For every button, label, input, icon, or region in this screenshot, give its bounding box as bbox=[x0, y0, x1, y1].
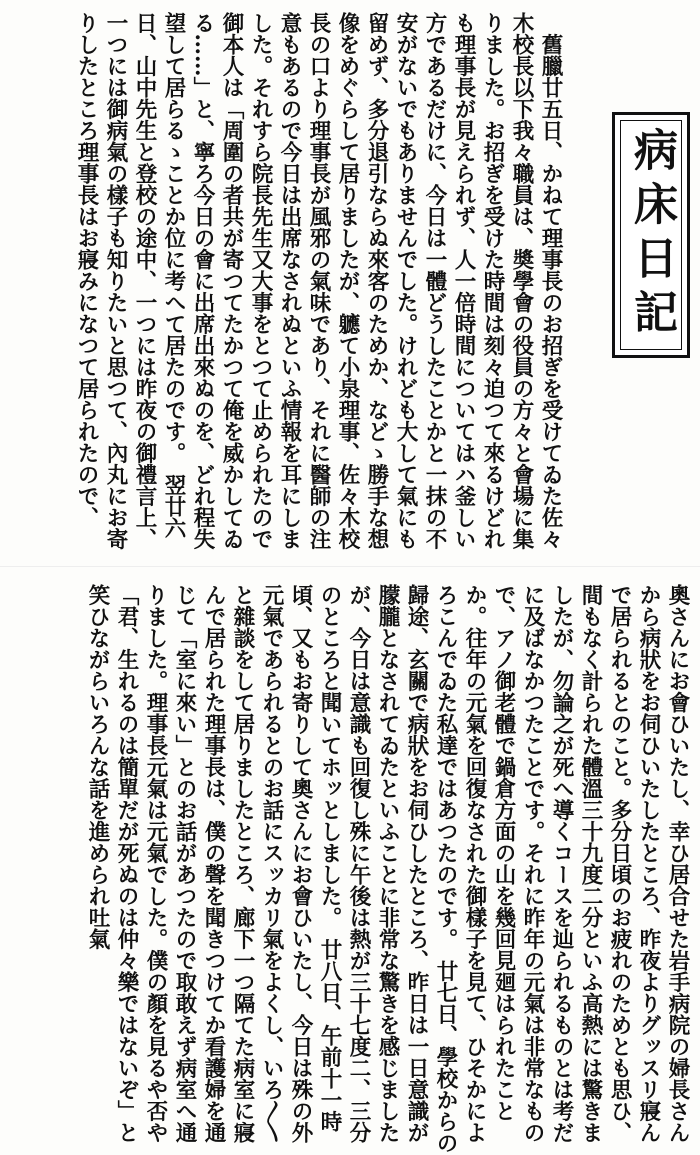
bottom-text-block: 奧さんにお會ひいたし、幸ひ居合せた岩手病院の婦長さんから病狀をお伺ひいたしたところ、昨夜よりグッスリ寢んで居られるとのこと。多分日頃のお疲れのためとも思ひ、間もなく計られた體溫三十九度二分といふ高熱には驚きましたが、勿論之が死へ導くコースを辿られるものとは考だに及ばなかつたことです。それに昨年の元氣は非常なもので、アノ御老體で鍋倉方面の山を幾回見廻はられたことか。往年の元氣を回復なされた御樣子を見て、ひそかによろこんでゐた私達ではあつたのです。 廿七日、學校からの歸途、玄關で病狀をお伺ひしたところ、昨日は一日意識が朦朧となされてゐたといふことに非常な驚きを感じましたが、今日は意識も回復し殊に午後は熱が三十七度二、三分のところと聞いてホッとしました。 廿八日、午前十一時頃、又もお寄りして奧さんにお會ひいたし、今日は殊の外元氣であられるとのお話にスッカリ氣をよくし、いろ〳〵と雜談をして居りましたところ、廊下一つ隔てた病室に寢んで居られた理事長は、僕の聲を聞きつけてか看護婦を通じて「室に來い」とのお話があつたので取敢えず病室へ通りました。理事長元氣は元氣でした。僕の顏を見るや否や「君、生れるのは簡單だが死ぬのは仲々樂ではないぞ」と笑ひながらいろんな話を進められ吐氣 bbox=[85, 584, 690, 1154]
article-title: 病床日記 bbox=[626, 127, 677, 343]
section-divider bbox=[0, 566, 700, 567]
top-text-block: 舊臘廿五日、かねて理事長のお招ぎを受けてゐた佐々木校長以下我々職員は、奬學會の役員の方々と會場に集りました。お招ぎを受けた時間は刻々迫つて來るけどれも理事長が見えられず、人一倍時間についてはハ釜しい方であるだけに、今日は一體どうしたことかと一抹の不安がないでもありませんでした。けれども大して氣にも留めず、多分退引ならぬ來客のためか、などゝ勝手な想像をめぐらして居りましたが、軈て小泉理事、佐々木校長の口より理事長が風邪の氣味であり、それに醫師の注意もあるので今日は出席なされぬといふ情報を耳にしました。それすら院長先生又大事をとつて止められたので御本人は「周圍の者共が寄つてたかつて俺を威かしてゐる……」と、寧ろ今日の會に出席出來ぬのを、どれ程失望して居らるゝことか位に考へて居たのです。 翌廿六日、山中先生と登校の途中、一つには昨夜の御禮言上、一つには御病氣の樣子も知りたいと思つて、內丸にお寄りしたところ理事長はお寢みになつて居られたので、 bbox=[74, 12, 563, 550]
title-box bbox=[612, 112, 690, 358]
